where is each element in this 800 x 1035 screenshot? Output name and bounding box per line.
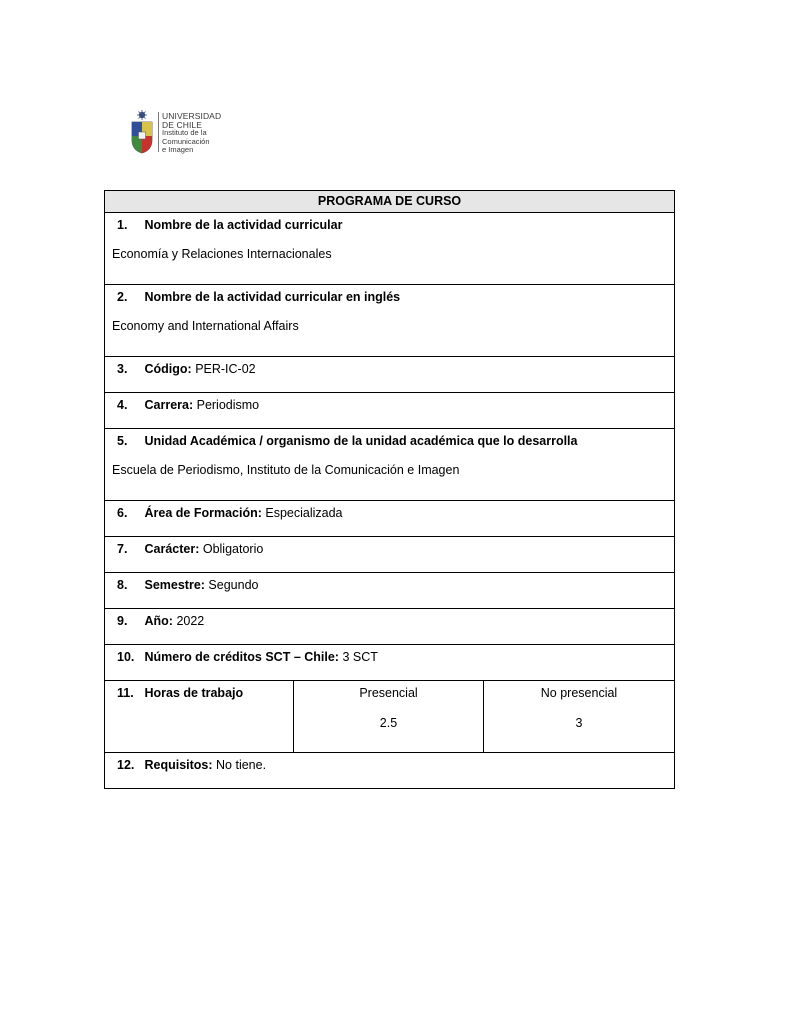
item-number: 9. [117,614,128,628]
item-number: 12. [117,758,135,772]
table-row-1 [105,213,675,285]
logo-line-1: UNIVERSIDAD [162,111,222,121]
year-value: 2022 [176,614,205,628]
item-number: 2. [117,290,128,304]
presencial-label: Presencial [359,686,418,700]
semester-value: Segundo [208,578,259,592]
item-number: 5. [117,434,128,448]
semester-label: Semestre: [144,578,205,592]
requirements-value: No tiene. [216,758,267,772]
course-program-table [104,190,675,789]
item-number: 11. [117,686,134,700]
table-title: PROGRAMA DE CURSO [105,191,675,213]
item-number: 8. [117,578,128,592]
table-row-8 [105,573,675,609]
academic-unit-value: Escuela de Periodismo, Instituto de la Comunicación e Imagen [112,463,460,477]
career-label: Carrera: [144,398,194,412]
table-row-5 [105,429,675,501]
item-number: 10. [117,650,135,664]
activity-name-english-value: Economy and International Affairs [112,319,299,333]
table-row-7 [105,537,675,573]
activity-name-english-label: Nombre de la actividad curricular en inglés [144,290,401,304]
item-number: 1. [117,218,128,232]
table-row-10 [105,645,675,681]
credits-label: Número de créditos SCT – Chile: [144,650,339,664]
logo-divider [158,112,159,152]
university-shield-icon [130,110,154,154]
character-label: Carácter: [144,542,200,556]
table-row-9 [105,609,675,645]
university-logo [130,110,230,156]
training-area-label: Área de Formación: [144,506,262,520]
no-presencial-label: No presencial [540,686,618,700]
logo-line-4: Comunicación [162,136,210,146]
year-label: Año: [144,614,173,628]
activity-name-value: Economía y Relaciones Internacionales [112,247,332,261]
requirements-label: Requisitos: [144,758,213,772]
item-number: 6. [117,506,128,520]
table-row-3 [105,357,675,393]
table-row-4 [105,393,675,429]
logo-text [162,112,221,155]
item-number: 7. [117,542,128,556]
code-label: Código: [144,362,192,376]
academic-unit-label: Unidad Académica / organismo de la unidad académica que lo desarrolla [144,434,578,448]
credits-value: 3 SCT [342,650,378,664]
table-row-12 [105,753,675,789]
code-value: PER-IC-02 [195,362,256,376]
item-number: 4. [117,398,128,412]
item-number: 3. [117,362,128,376]
character-value: Obligatorio [202,542,264,556]
activity-name-label: Nombre de la actividad curricular [144,218,343,232]
work-hours-label: Horas de trabajo [144,686,244,700]
training-area-value: Especializada [265,506,343,520]
logo-line-3: Instituto de la [162,128,207,137]
no-presencial-value: 3 [575,716,583,730]
table-row-6 [105,501,675,537]
logo-line-2: DE CHILE [162,119,203,130]
presencial-value: 2.5 [379,716,398,730]
table-row-11 [105,681,675,753]
logo-line-5: e Imagen [162,145,194,154]
career-value: Periodismo [196,398,260,412]
table-row-2 [105,285,675,357]
